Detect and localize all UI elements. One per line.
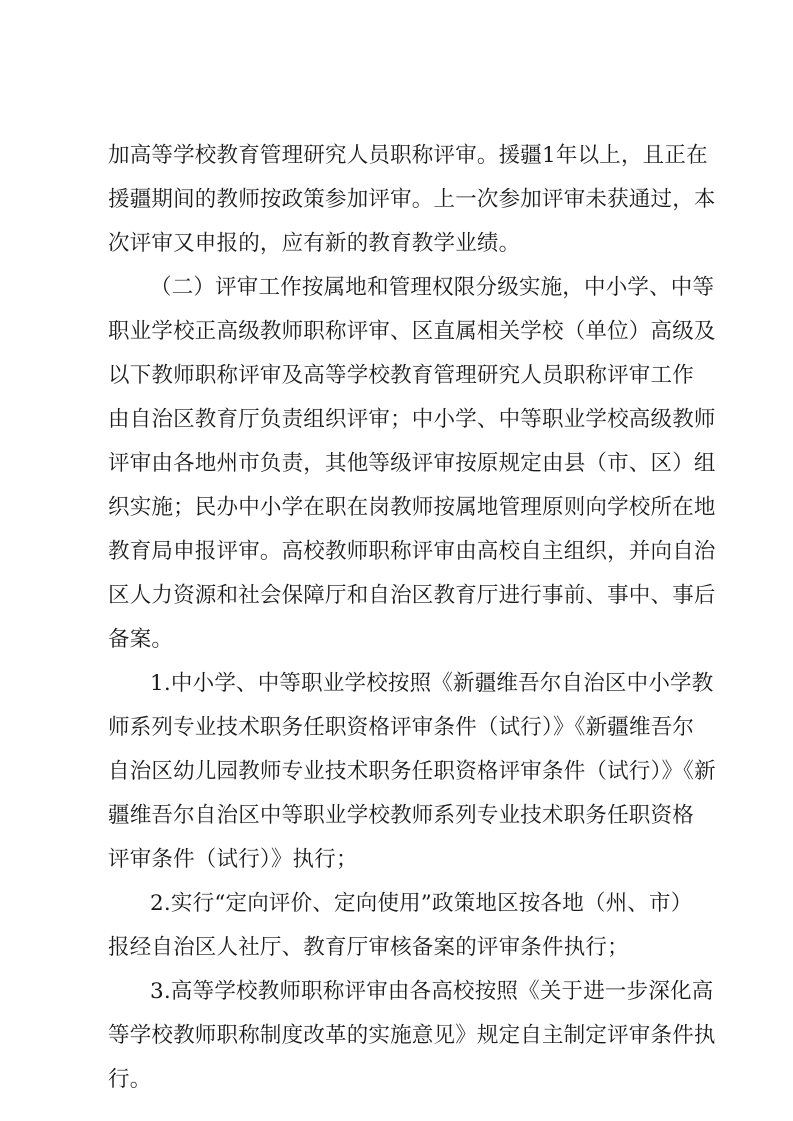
paragraph-line: 织实施；民办中小学在职在岗教师按属地管理原则向学校所在地 [108,495,716,520]
paragraph-line: 师系列专业技术职务任职资格评审条件（试行）》《新疆维吾尔 [108,715,695,740]
paragraph-line: 疆维吾尔自治区中等职业学校教师系列专业技术职务任职资格 [108,803,694,828]
paragraph-line: 区人力资源和社会保障厅和自治区教育厅进行事前、事中、事后 [108,583,716,608]
paragraph-line: 备案。 [108,627,174,652]
paragraph-line: 评审条件（试行）》执行； [108,847,358,872]
paragraph-line: 2.实行“定向评价、定向使用”政策地区按各地（州、市） [150,891,693,916]
paragraph-line: 加高等学校教育管理研究人员职称评审。援疆1年以上，且正在 [108,143,708,168]
paragraph-line: 以下教师职称评审及高等学校教育管理研究人员职称评审工作 [108,363,694,388]
paragraph-line: 次评审又申报的，应有新的教育教学业绩。 [108,231,521,256]
paragraph-line: 报经自治区人社厅、教育厅审核备案的评审条件执行； [108,935,629,960]
paragraph-line: 3.高等学校教师职称评审由各高校按照《关于进一步深化高 [150,979,714,1004]
paragraph-line: 由自治区教育厅负责组织评审；中小学、中等职业学校高级教师 [108,407,716,432]
paragraph-line: 自治区幼儿园教师专业技术职务任职资格评审条件（试行）》《新 [108,759,716,784]
paragraph-line: 等学校教师职称制度改革的实施意见》规定自主制定评审条件执 [108,1023,716,1048]
paragraph-line: 职业学校正高级教师职称评审、区直属相关学校（单位）高级及 [108,319,716,344]
paragraph-line: 1.中小学、中等职业学校按照《新疆维吾尔自治区中小学教 [150,671,714,696]
paragraph-line: 行。 [108,1067,152,1092]
paragraph-line: 援疆期间的教师按政策参加评审。上一次参加评审未获通过，本 [108,187,716,212]
paragraph-line: 评审由各地州市负责，其他等级评审按原规定由县（市、区）组 [108,451,716,476]
paragraph-line: （二）评审工作按属地和管理权限分级实施，中小学、中等 [150,275,715,300]
paragraph-line: 教育局申报评审。高校教师职称评审由高校自主组织，并向自治 [108,539,716,564]
